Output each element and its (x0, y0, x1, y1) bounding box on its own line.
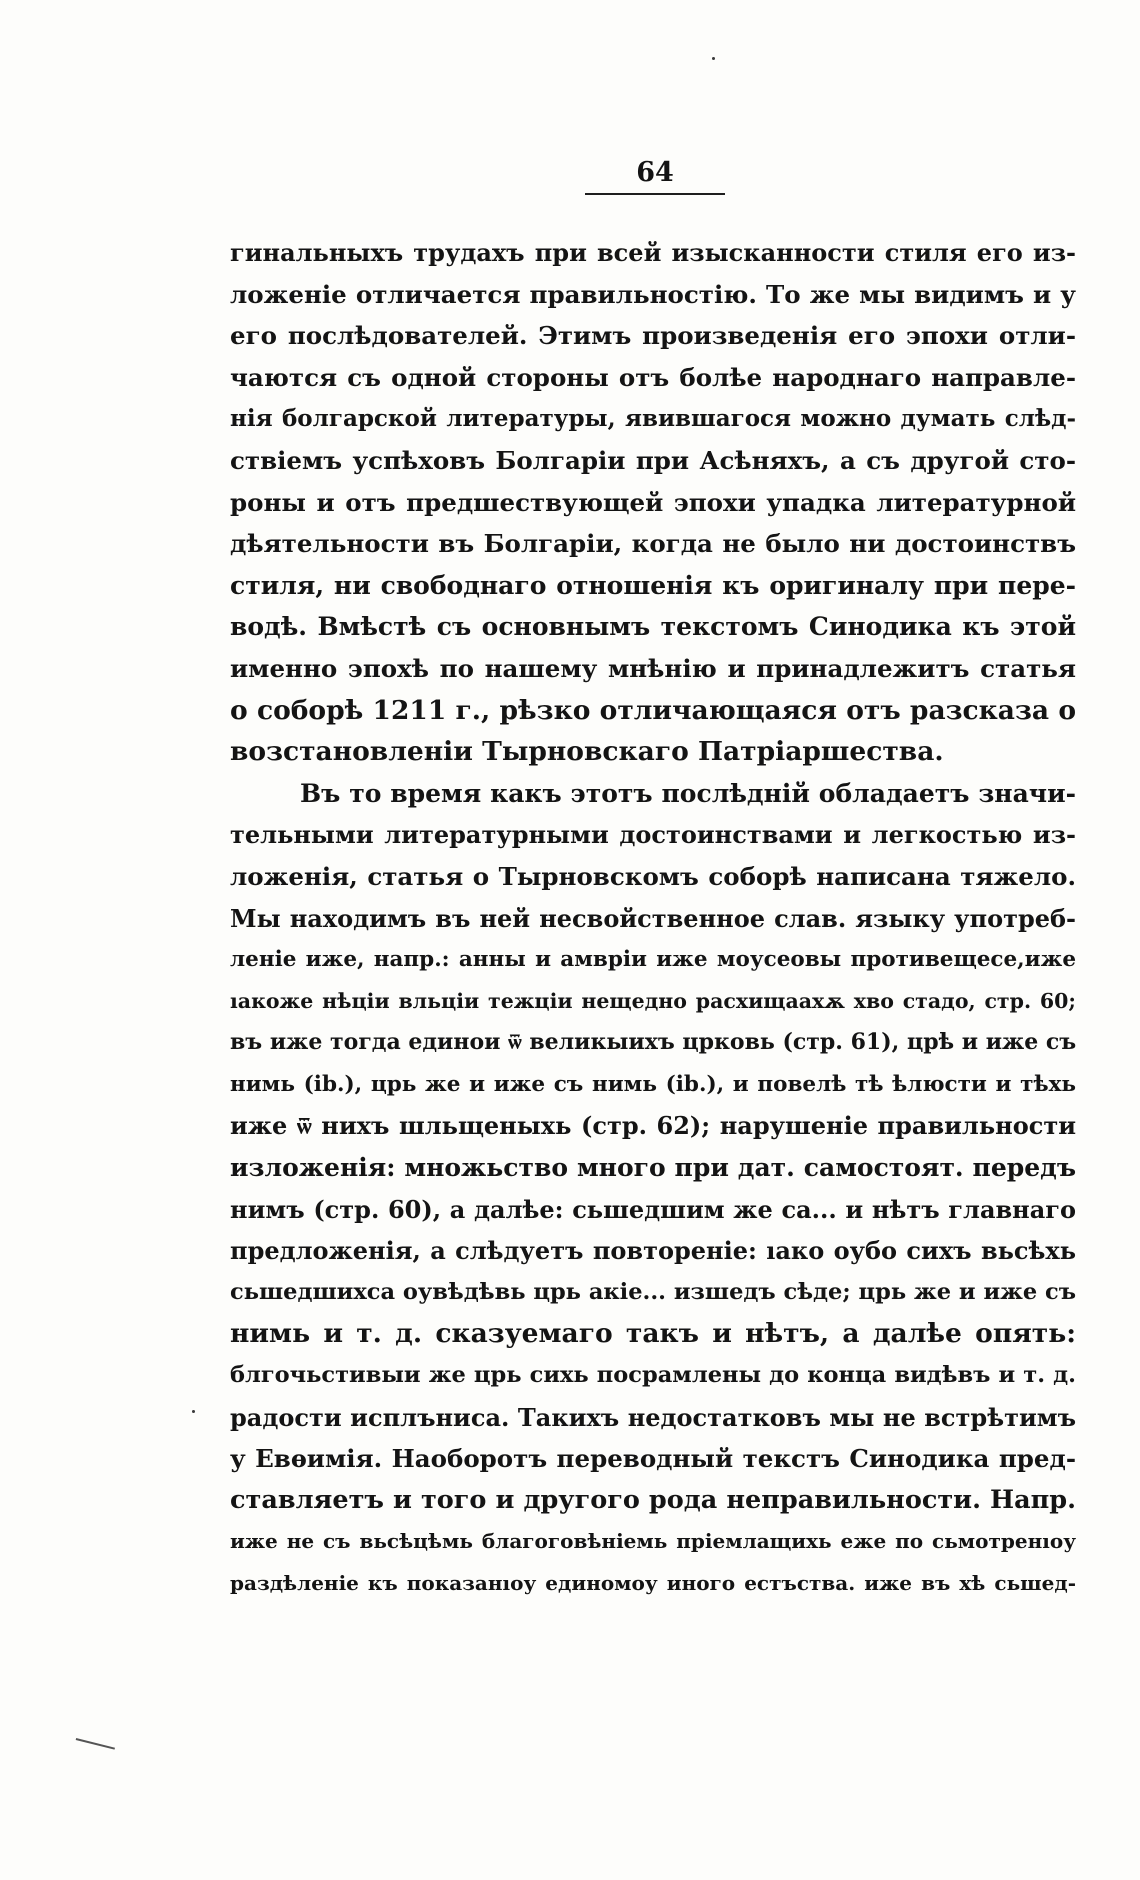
text-line: его послѣдователей. Этимъ произведенія его эпохи отли- (230, 321, 1076, 351)
text-line: Въ то время какъ этотъ послѣдній обладаетъ значи- (300, 778, 1076, 808)
text-line: радости исплъниса. Такихъ недостатковъ мы не встрѣтимъ (230, 1402, 1076, 1432)
text-line: чаются съ одной стороны отъ болѣе народнаго направле- (230, 362, 1076, 392)
text-line: иже не съ вьсѣцѣмь благоговѣніемь пріемлащихь еже по сьмотренıоу (230, 1529, 1076, 1554)
scan-speck (192, 1410, 195, 1413)
text-line: водѣ. Вмѣстѣ съ основнымъ текстомъ Синодика къ этой (230, 612, 1076, 642)
page-number-rule (585, 193, 725, 195)
text-line: леніе иже, напр.: анны и амвріи иже моусеовы противещесе,иже (230, 947, 1076, 973)
text-line: ложенія, статья о Тырновскомъ соборѣ написана тяжело. (230, 861, 1076, 891)
text-line: у Евѳимія. Наоборотъ переводный текстъ Синодика пред- (230, 1444, 1076, 1474)
text-line: ствіемъ успѣховъ Болгаріи при Асѣняхъ, а съ другой сто- (230, 445, 1076, 475)
text-line: иже ѿ нихъ шльщеныхь (стр. 62); нарушеніе правильности (230, 1111, 1076, 1141)
text-line: ıакоже нѣціи вльціи тежціи нещедно расхищаахѫ хво стадо, стр. 60; (230, 988, 1076, 1013)
text-line: гинальныхъ трудахъ при всей изысканности стиля его из- (230, 238, 1076, 267)
text-line: ставляетъ и того и другого рода неправильности. Напр. (230, 1484, 1076, 1515)
text-line: блгочьстивыи же црь сихь посрамлены до конца видѣвъ и т. д. (230, 1362, 1076, 1389)
text-line: изложенія: множьство много при дат. самостоят. передъ (230, 1153, 1076, 1183)
text-line: сьшедшихса оувѣдѣвь црь акіе... изшедъ сѣде; црь же и иже съ (230, 1278, 1076, 1305)
page-number: 64 (636, 157, 674, 188)
text-line: нимь и т. д. сказуемаго такъ и нѣтъ, а далѣе опять: (230, 1318, 1076, 1350)
text-line: именно эпохѣ по нашему мнѣнію и принадлежитъ статья (230, 653, 1076, 683)
text-line: Мы находимъ въ ней несвойственное слав. языку употреб- (230, 903, 1076, 933)
text-line: о соборѣ 1211 г., рѣзко отличающаяся отъ разсказа о (230, 694, 1076, 726)
text-line: нія болгарской литературы, явившагося можно думать слѣд- (230, 405, 1076, 433)
text-line: нимь (ib.), црь же и иже съ нимь (ib.), и повелѣ тѣ ѣлюсти и тѣхь (230, 1071, 1076, 1097)
text-line: ложеніе отличается правильностію. То же мы видимъ и у (230, 279, 1076, 309)
text-line: раздѣленіе къ показанıоу единомоу иного естъства. иже въ хѣ сьшед- (230, 1571, 1076, 1595)
text-line: тельными литературными достоинствами и легкостью из- (230, 820, 1076, 850)
scan-scratch (76, 1738, 115, 1749)
text-line: въ иже тогда единои ѿ великыихъ црковь (стр. 61), црѣ и иже съ (230, 1029, 1077, 1056)
text-line: стиля, ни свободнаго отношенія къ оригиналу при пере- (230, 570, 1076, 600)
text-line: нимъ (стр. 60), а далѣе: сьшедшим же са... и нѣтъ главнаго (230, 1194, 1076, 1224)
text-body (230, 232, 1076, 1605)
text-line: предложенія, а слѣдуетъ повтореніе: ıако оубо сихъ вьсѣхь (230, 1236, 1076, 1266)
text-line: дѣятельности въ Болгаріи, когда не было ни достоинствъ (230, 529, 1076, 559)
scan-speck (712, 57, 715, 60)
text-line: роны и отъ предшествующей эпохи упадка литературной (230, 487, 1076, 517)
text-line: возстановленіи Тырновскаго Патріаршества. (230, 736, 944, 768)
